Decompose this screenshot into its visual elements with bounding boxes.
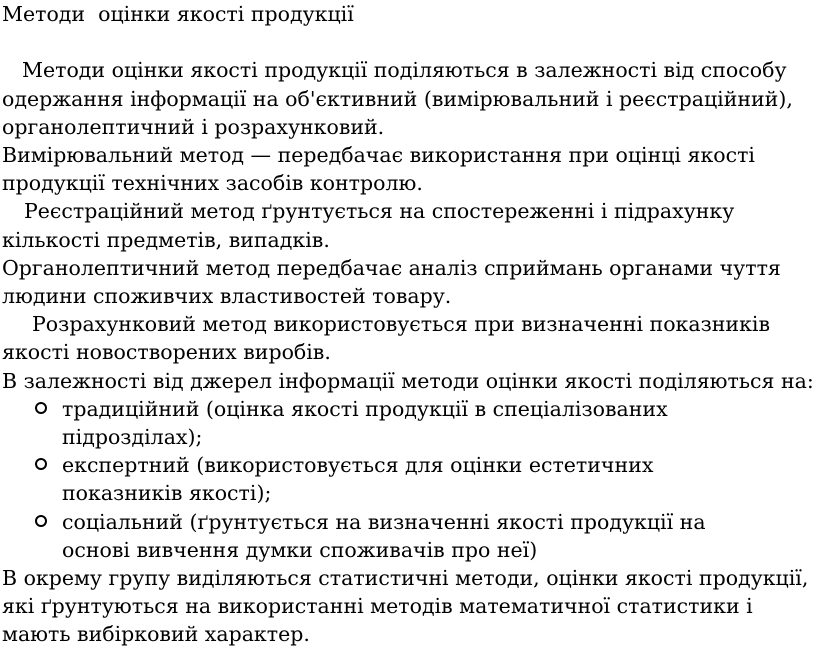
measuring-method-paragraph: Вимірювальний метод — передбачає використання при оцінці якості продукції технічних засобів контролю. <box>2 143 755 196</box>
statistical-methods-paragraph: В окрему групу виділяються статистичні методи, оцінки якості продукції, які ґрунтуються на використанні методів математичної статистики і мають вибірковий характер. <box>2 566 809 647</box>
list-item-text: експертний (використовується для оцінки естетичних показників якості); <box>62 453 654 506</box>
document-page <box>2 0 814 649</box>
circle-bullet-icon <box>35 515 47 527</box>
organoleptic-method-paragraph: Органолептичний метод передбачає аналіз сприймань органами чуття людини споживчих властивостей товару. <box>2 255 781 309</box>
circle-bullet-icon <box>35 402 47 414</box>
calculation-method-paragraph: Розрахунковий метод використовується при визначенні показників якості новостворених виробів. <box>2 312 770 365</box>
list-item-text: традиційний (оцінка якості продукції в спеціалізованих підрозділах); <box>62 396 668 450</box>
circle-bullet-icon <box>35 458 47 470</box>
list-item <box>2 451 814 507</box>
list-item-text: соціальний (ґрунтується на визначенні якості продукції на основі вивчення думки споживачів про неї) <box>62 509 706 562</box>
list-item <box>2 508 814 564</box>
registration-method-paragraph: Реєстраційний метод ґрунтується на спостереженні і підрахунку кількості предметів, випадків. <box>2 199 735 252</box>
blank-line <box>2 28 814 56</box>
page-title: Методи оцінки якості продукції <box>2 2 354 26</box>
list-item <box>2 395 814 451</box>
methods-list <box>2 395 814 564</box>
intro-paragraph: Методи оцінки якості продукції поділяються в залежності від способу одержання інформації на об'єктивний (вимірювальний і реєстраційний), органолептичний і розрахунковий. <box>2 58 793 139</box>
sources-intro-paragraph: В залежності від джерел інформації методи оцінки якості поділяються на: <box>2 368 814 393</box>
